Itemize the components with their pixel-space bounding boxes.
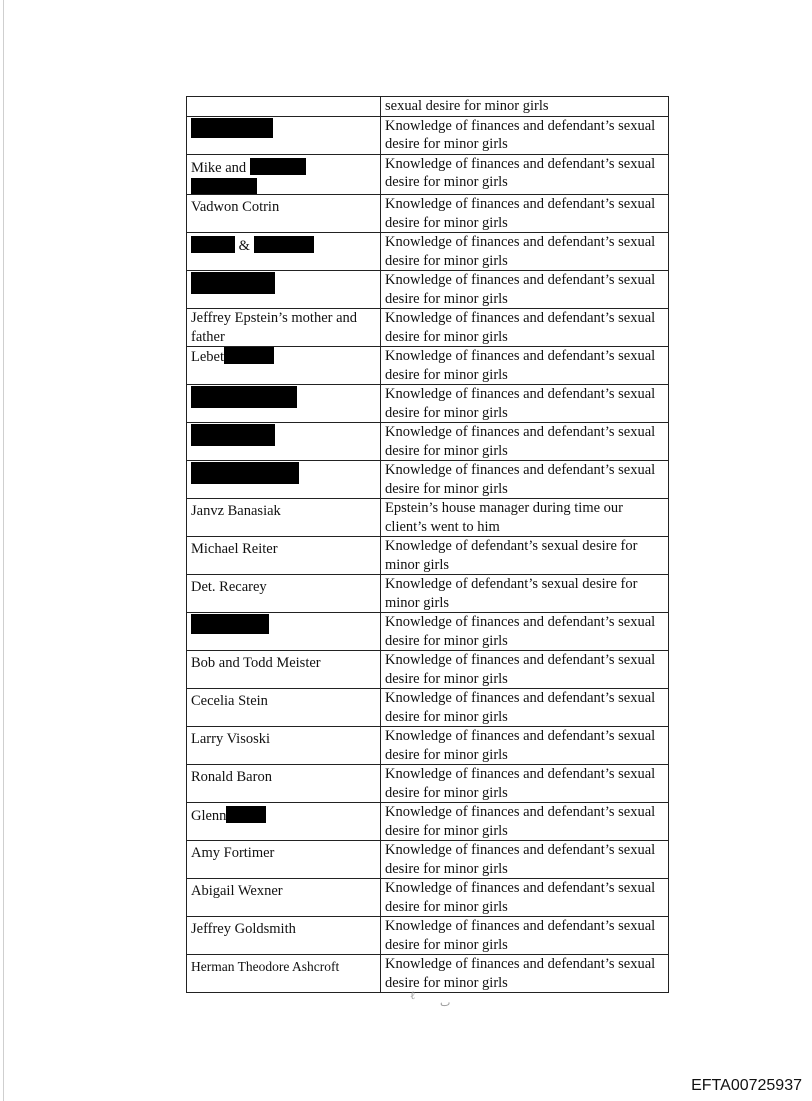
table-row <box>187 803 669 841</box>
name-text: Jeffrey Epstein’s mother and father <box>191 310 358 345</box>
redaction-block <box>191 462 299 484</box>
table-row <box>187 116 669 154</box>
redaction-block <box>224 347 274 364</box>
table-row <box>187 613 669 651</box>
redaction-block <box>191 178 257 194</box>
table-row <box>187 271 669 309</box>
desc-cell: Knowledge of finances and defendant’s sexual desire for minor girls <box>381 841 669 879</box>
name-cell <box>187 499 381 537</box>
name-cell <box>187 613 381 651</box>
name-text: Michael Reiter <box>191 541 278 557</box>
desc-cell: Knowledge of defendant’s sexual desire for minor girls <box>381 575 669 613</box>
desc-cell: Knowledge of finances and defendant’s sexual desire for minor girls <box>381 765 669 803</box>
name-text: Jeffrey Goldsmith <box>191 921 296 937</box>
name-text: Cecelia Stein <box>191 693 268 709</box>
table-row <box>187 765 669 803</box>
table-row <box>187 461 669 499</box>
name-cell <box>187 879 381 917</box>
name-cell <box>187 154 381 195</box>
redaction-block <box>226 806 266 823</box>
name-cell <box>187 803 381 841</box>
name-text: Herman Theodore Ashcroft <box>191 959 340 974</box>
name-cell <box>187 651 381 689</box>
table-row <box>187 537 669 575</box>
name-cell <box>187 841 381 879</box>
name-cell <box>187 347 381 385</box>
table-row <box>187 575 669 613</box>
name-text: Abigail Wexner <box>191 883 283 899</box>
redaction-block <box>191 424 275 446</box>
name-text: Amy Fortimer <box>191 845 275 861</box>
name-cell <box>187 233 381 271</box>
desc-cell: Knowledge of finances and defendant’s sexual desire for minor girls <box>381 461 669 499</box>
redaction-block <box>191 236 235 253</box>
name-cell <box>187 461 381 499</box>
table-row <box>187 347 669 385</box>
name-text: Ronald Baron <box>191 769 272 785</box>
desc-cell: Knowledge of finances and defendant’s sexual desire for minor girls <box>381 385 669 423</box>
table-row <box>187 309 669 347</box>
name-cell <box>187 689 381 727</box>
table-row <box>187 689 669 727</box>
desc-cell: Knowledge of finances and defendant’s sexual desire for minor girls <box>381 803 669 841</box>
name-cell <box>187 765 381 803</box>
table-row <box>187 955 669 993</box>
table-row <box>187 154 669 195</box>
desc-cell: Knowledge of finances and defendant’s sexual desire for minor girls <box>381 233 669 271</box>
name-cell <box>187 309 381 347</box>
redaction-block <box>191 614 269 634</box>
scan-speck: ٮ <box>440 997 451 1009</box>
table-row <box>187 841 669 879</box>
desc-cell: Knowledge of finances and defendant’s sexual desire for minor girls <box>381 309 669 347</box>
name-cell <box>187 423 381 461</box>
table-row <box>187 727 669 765</box>
redaction-block <box>191 272 275 294</box>
desc-cell: Knowledge of finances and defendant’s sexual desire for minor girls <box>381 613 669 651</box>
desc-cell: Knowledge of finances and defendant’s sexual desire for minor girls <box>381 917 669 955</box>
name-text: Bob and Todd Meister <box>191 655 321 671</box>
desc-cell: Knowledge of finances and defendant’s sexual desire for minor girls <box>381 271 669 309</box>
desc-cell: Knowledge of finances and defendant’s sexual desire for minor girls <box>381 347 669 385</box>
desc-cell: Knowledge of finances and defendant’s sexual desire for minor girls <box>381 727 669 765</box>
redaction-block <box>191 386 297 408</box>
scan-margin-line <box>3 0 4 1101</box>
desc-cell: Knowledge of finances and defendant’s sexual desire for minor girls <box>381 195 669 233</box>
name-text: Lebet <box>191 349 225 365</box>
table-row <box>187 233 669 271</box>
table-row <box>187 499 669 537</box>
desc-cell: sexual desire for minor girls <box>381 97 669 117</box>
table-row <box>187 879 669 917</box>
name-text: Mike and <box>191 159 247 176</box>
desc-cell: Knowledge of finances and defendant’s sexual desire for minor girls <box>381 651 669 689</box>
name-cell <box>187 917 381 955</box>
name-text: Vadwon Cotrin <box>191 199 280 215</box>
table-row <box>187 97 669 117</box>
name-cell <box>187 575 381 613</box>
desc-cell: Knowledge of finances and defendant’s sexual desire for minor girls <box>381 154 669 195</box>
name-cell <box>187 97 381 117</box>
desc-cell: Knowledge of defendant’s sexual desire for minor girls <box>381 537 669 575</box>
document-id: EFTA00725937 <box>691 1077 802 1094</box>
table-row <box>187 195 669 233</box>
table-row <box>187 917 669 955</box>
redaction-block <box>191 118 273 138</box>
desc-cell: Knowledge of finances and defendant’s sexual desire for minor girls <box>381 423 669 461</box>
witness-table <box>186 96 669 993</box>
desc-cell: Epstein’s house manager during time our client’s went to him <box>381 499 669 537</box>
name-text: Janvz Banasiak <box>191 503 281 519</box>
redaction-block <box>250 158 306 175</box>
desc-cell: Knowledge of finances and defendant’s sexual desire for minor girls <box>381 955 669 993</box>
name-text: Glenn <box>191 808 227 824</box>
table-row <box>187 651 669 689</box>
name-cell <box>187 195 381 233</box>
desc-cell: Knowledge of finances and defendant’s sexual desire for minor girls <box>381 879 669 917</box>
name-text: Larry Visoski <box>191 731 271 747</box>
scan-speck: ℓ <box>410 990 416 1002</box>
redaction-block <box>254 236 314 253</box>
desc-cell: Knowledge of finances and defendant’s sexual desire for minor girls <box>381 116 669 154</box>
desc-cell: Knowledge of finances and defendant’s sexual desire for minor girls <box>381 689 669 727</box>
name-text: & <box>238 238 250 254</box>
name-cell <box>187 271 381 309</box>
name-cell <box>187 537 381 575</box>
name-cell <box>187 385 381 423</box>
table-row <box>187 385 669 423</box>
table-row <box>187 423 669 461</box>
name-cell <box>187 955 381 993</box>
name-cell <box>187 116 381 154</box>
name-cell <box>187 727 381 765</box>
name-text: Det. Recarey <box>191 579 267 595</box>
